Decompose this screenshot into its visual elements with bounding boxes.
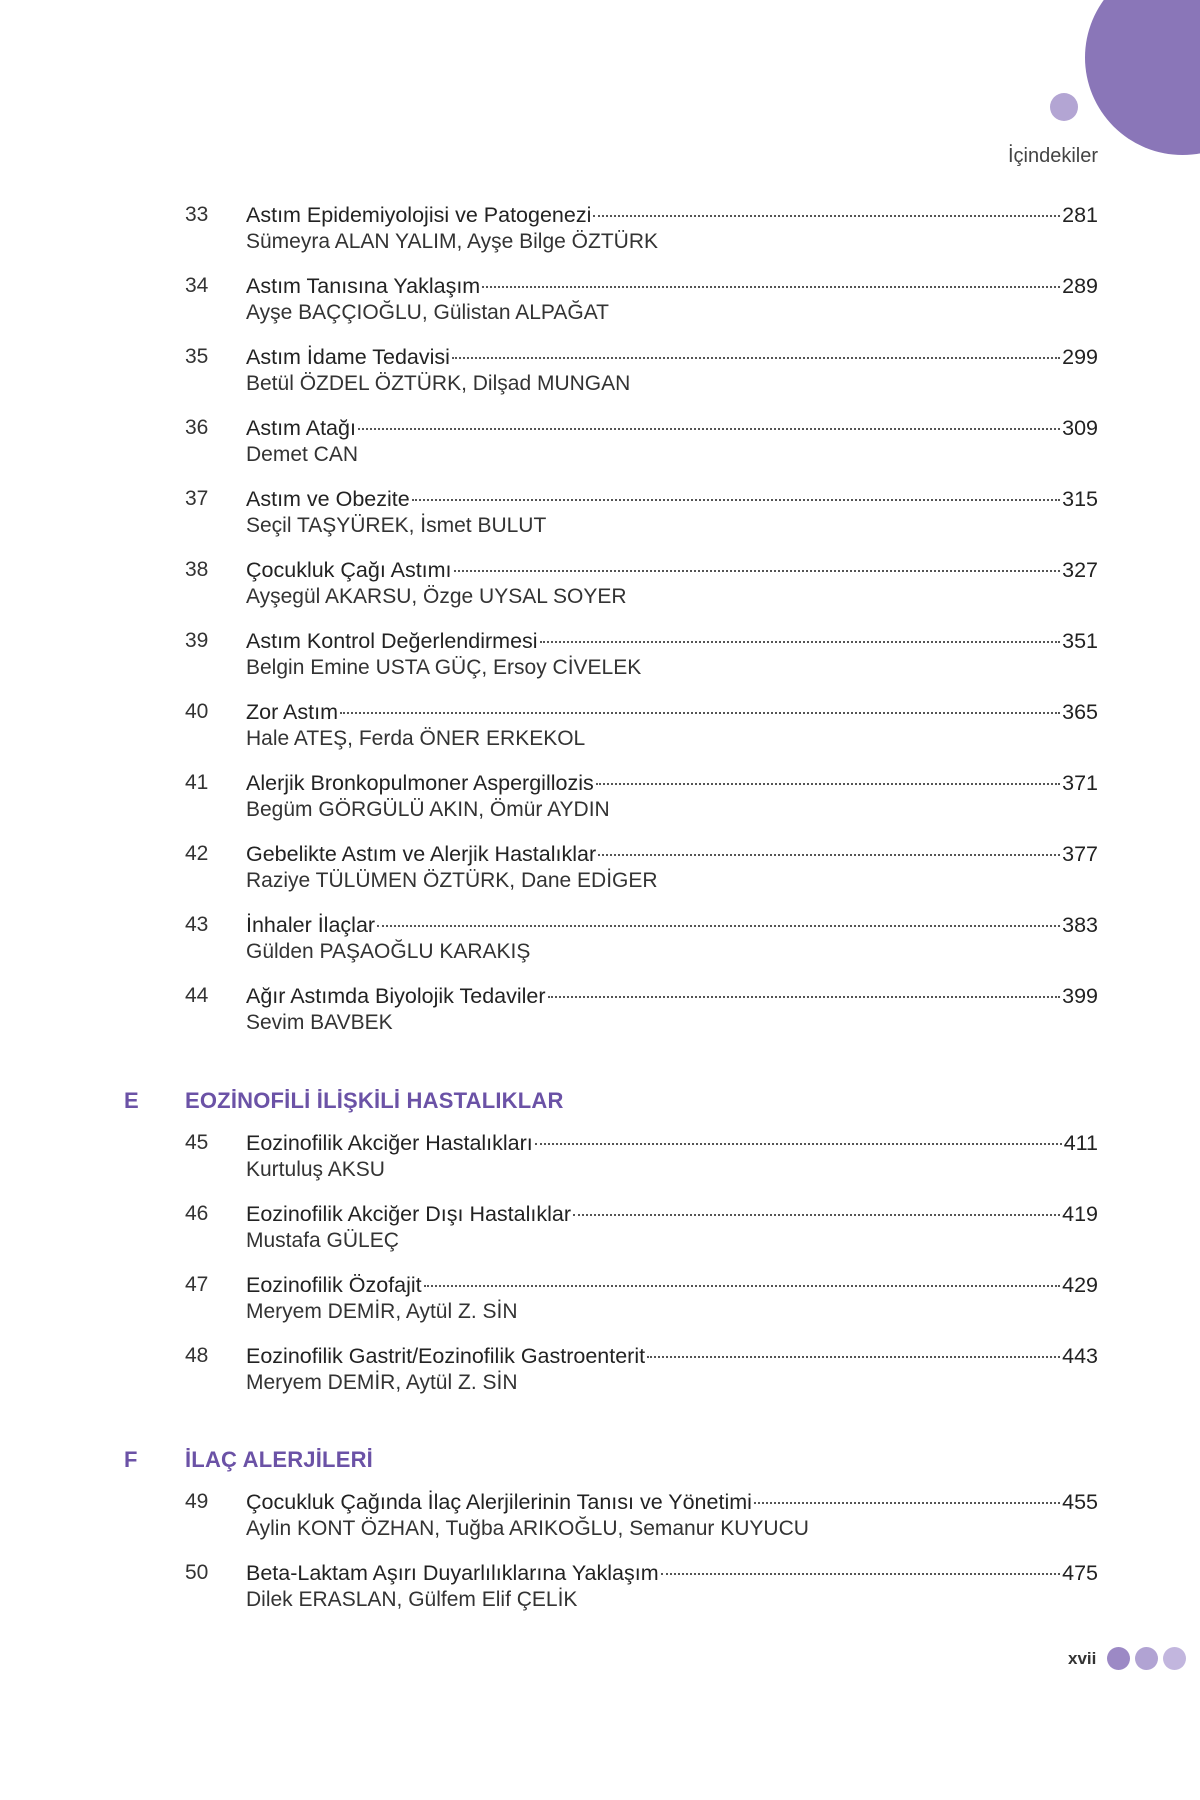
- chapter-number: 34: [185, 274, 209, 297]
- chapter-title: Çocukluk Çağında İlaç Alerjilerinin Tanısı ve Yönetimi: [246, 1490, 752, 1514]
- chapter-number: 46: [185, 1202, 209, 1225]
- dot-leader: [647, 1356, 1060, 1358]
- dot-leader: [452, 357, 1060, 359]
- section-title: EOZİNOFİLİ İLİŞKİLİ HASTALIKLAR: [185, 1088, 564, 1113]
- page-number: 315: [1062, 487, 1098, 511]
- chapter-authors: Aylin KONT ÖZHAN, Tuğba ARIKOĞLU, Semanur KUYUCU: [246, 1517, 809, 1540]
- dot-leader: [596, 783, 1060, 785]
- section-letter: E: [124, 1088, 139, 1113]
- dot-leader: [454, 570, 1061, 572]
- page-number: 289: [1062, 274, 1098, 298]
- page-number: 429: [1062, 1273, 1098, 1297]
- dot-leader: [661, 1573, 1060, 1575]
- page-footer: [1068, 1647, 1186, 1670]
- chapter-number: 37: [185, 487, 209, 510]
- chapter-number: 33: [185, 203, 209, 226]
- chapter-authors: Ayşegül AKARSU, Özge UYSAL SOYER: [246, 585, 627, 608]
- chapter-authors: Dilek ERASLAN, Gülfem Elif ÇELİK: [246, 1588, 578, 1611]
- dot-leader: [598, 854, 1060, 856]
- chapter-title: Ağır Astımda Biyolojik Tedaviler: [246, 984, 546, 1008]
- page-number: 411: [1063, 1131, 1098, 1155]
- chapter-title: Eozinofilik Gastrit/Eozinofilik Gastroenterit: [246, 1344, 646, 1368]
- toc-entry[interactable]: [0, 487, 1200, 547]
- toc-entry[interactable]: [0, 1202, 1200, 1262]
- page-number: 475: [1062, 1561, 1098, 1585]
- chapter-title: Eozinofilik Akciğer Dışı Hastalıklar: [246, 1202, 571, 1226]
- chapter-title: Eozinofilik Akciğer Hastalıkları: [246, 1131, 533, 1155]
- chapter-title: Gebelikte Astım ve Alerjik Hastalıklar: [246, 842, 597, 866]
- page-number: 351: [1062, 629, 1098, 653]
- dot-leader: [754, 1502, 1060, 1504]
- chapter-authors: Ayşe BAÇÇIOĞLU, Gülistan ALPAĞAT: [246, 301, 609, 324]
- chapter-number: 40: [185, 700, 209, 723]
- page-number: 377: [1062, 842, 1098, 866]
- chapter-title: Alerjik Bronkopulmoner Aspergillozis: [246, 771, 594, 795]
- page-number: 399: [1062, 984, 1098, 1008]
- chapter-number: 42: [185, 842, 209, 865]
- chapter-authors: Meryem DEMİR, Aytül Z. SİN: [246, 1300, 518, 1323]
- page-number: 371: [1062, 771, 1098, 795]
- toc-entry[interactable]: [0, 984, 1200, 1044]
- dot-leader: [535, 1143, 1062, 1145]
- chapter-authors: Gülden PAŞAOĞLU KARAKIŞ: [246, 940, 531, 963]
- toc-entry[interactable]: [0, 1490, 1200, 1550]
- dot-leader: [377, 925, 1060, 927]
- chapter-authors: Sevim BAVBEK: [246, 1011, 393, 1034]
- dot-leader: [424, 1285, 1060, 1287]
- footer-dot: [1135, 1647, 1158, 1670]
- chapter-title: Astım ve Obezite: [246, 487, 410, 511]
- dot-leader: [412, 499, 1060, 501]
- section-heading: [0, 1447, 1200, 1479]
- page-number: 327: [1062, 558, 1098, 582]
- chapter-authors: Kurtuluş AKSU: [246, 1158, 385, 1181]
- chapter-authors: Sümeyra ALAN YALIM, Ayşe Bilge ÖZTÜRK: [246, 230, 658, 253]
- toc-entry[interactable]: [0, 913, 1200, 973]
- chapter-number: 49: [185, 1490, 209, 1513]
- chapter-title: Eozinofilik Özofajit: [246, 1273, 422, 1297]
- toc-entry[interactable]: [0, 558, 1200, 618]
- page-number: 455: [1062, 1490, 1098, 1514]
- chapter-authors: Seçil TAŞYÜREK, İsmet BULUT: [246, 514, 547, 537]
- chapter-number: 41: [185, 771, 209, 794]
- page-number: 299: [1062, 345, 1098, 369]
- chapter-authors: Mustafa GÜLEÇ: [246, 1229, 399, 1252]
- page-number: 443: [1062, 1344, 1098, 1368]
- section-letter: F: [124, 1447, 138, 1472]
- chapter-title: İnhaler İlaçlar: [246, 913, 376, 937]
- chapter-number: 44: [185, 984, 209, 1007]
- toc-entry[interactable]: [0, 203, 1200, 263]
- chapter-authors: Meryem DEMİR, Aytül Z. SİN: [246, 1371, 518, 1394]
- dot-leader: [593, 215, 1060, 217]
- toc-entry[interactable]: [0, 416, 1200, 476]
- dot-leader: [548, 996, 1061, 998]
- corner-decoration-dot: [1050, 93, 1078, 121]
- chapter-authors: Betül ÖZDEL ÖZTÜRK, Dilşad MUNGAN: [246, 372, 631, 395]
- chapter-number: 50: [185, 1561, 209, 1584]
- page-number: 309: [1062, 416, 1098, 440]
- chapter-authors: Hale ATEŞ, Ferda ÖNER ERKEKOL: [246, 727, 586, 750]
- chapter-number: 45: [185, 1131, 209, 1154]
- dot-leader: [573, 1214, 1060, 1216]
- toc-entry[interactable]: [0, 1273, 1200, 1333]
- chapter-number: 36: [185, 416, 209, 439]
- page-number: 383: [1062, 913, 1098, 937]
- chapter-number: 48: [185, 1344, 209, 1367]
- dot-leader: [482, 286, 1060, 288]
- toc-entry[interactable]: [0, 842, 1200, 902]
- dot-leader: [540, 641, 1061, 643]
- section-title: İLAÇ ALERJİLERİ: [185, 1447, 373, 1472]
- page-number: 281: [1062, 203, 1098, 227]
- chapter-title: Çocukluk Çağı Astımı: [246, 558, 452, 582]
- page-number: 365: [1062, 700, 1098, 724]
- chapter-title: Astım Tanısına Yaklaşım: [246, 274, 481, 298]
- folio-number: xvii: [1068, 1648, 1097, 1668]
- toc-entry[interactable]: [0, 771, 1200, 831]
- chapter-authors: Belgin Emine USTA GÜÇ, Ersoy CİVELEK: [246, 656, 642, 679]
- chapter-number: 47: [185, 1273, 209, 1296]
- section-heading: [0, 1088, 1200, 1120]
- chapter-title: Astım Epidemiyolojisi ve Patogenezi: [246, 203, 592, 227]
- chapter-authors: Demet CAN: [246, 443, 359, 466]
- footer-dot: [1163, 1647, 1186, 1670]
- chapter-title: Beta-Laktam Aşırı Duyarlılıklarına Yaklaşım: [246, 1561, 659, 1585]
- toc-entry[interactable]: [0, 1344, 1200, 1404]
- chapter-title: Zor Astım: [246, 700, 338, 724]
- dot-leader: [358, 428, 1060, 430]
- chapter-authors: Raziye TÜLÜMEN ÖZTÜRK, Dane EDİGER: [246, 869, 658, 892]
- footer-dot: [1107, 1647, 1130, 1670]
- chapter-number: 43: [185, 913, 209, 936]
- dot-leader: [340, 712, 1060, 714]
- chapter-title: Astım Kontrol Değerlendirmesi: [246, 629, 538, 653]
- chapter-authors: Begüm GÖRGÜLÜ AKIN, Ömür AYDIN: [246, 798, 610, 821]
- chapter-number: 38: [185, 558, 209, 581]
- chapter-number: 39: [185, 629, 209, 652]
- chapter-number: 35: [185, 345, 209, 368]
- chapter-title: Astım Atağı: [246, 416, 356, 440]
- toc-entry[interactable]: [0, 345, 1200, 405]
- running-header: İçindekiler: [1007, 145, 1098, 167]
- toc-entry[interactable]: [0, 1561, 1200, 1621]
- page-number: 419: [1062, 1202, 1098, 1226]
- toc-entry[interactable]: [0, 274, 1200, 334]
- toc-entry[interactable]: [0, 629, 1200, 689]
- toc-entry[interactable]: [0, 1131, 1200, 1191]
- corner-decoration-circle: [1085, 0, 1200, 155]
- chapter-title: Astım İdame Tedavisi: [246, 345, 450, 369]
- toc-entry[interactable]: [0, 700, 1200, 760]
